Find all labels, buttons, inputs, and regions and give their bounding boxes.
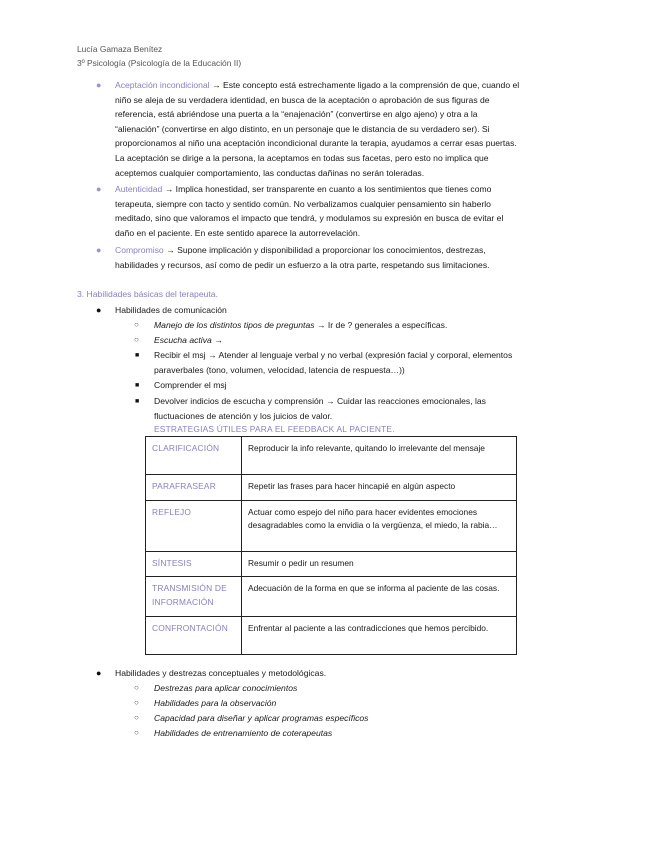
circle-item-suffix: → [211,335,223,345]
hollow-circle-icon: ○ [134,320,139,329]
square-item [135,348,584,377]
strategy-description: Resumir o pedir un resumen [242,551,517,577]
table-row [146,577,517,617]
table-title: ESTRATEGIAS ÚTILES PARA EL FEEDBACK AL PACIENTE. [154,424,395,434]
author-name: Lucía Gamaza Benítez [77,44,163,54]
course-name: 3º Psicología (Psicología de la Educación II) [77,58,242,68]
circle-item [134,696,584,711]
bullet-comunicacion [96,303,585,318]
term-autenticidad: Autenticidad [115,184,163,194]
table-row [146,551,517,577]
square-item [135,394,584,423]
item-line: La aceptación se dirige a la persona, la aceptamos en todas sus facetas, pero esto no implica que [115,152,489,163]
strategy-name: PARAFRASEAR [146,475,242,501]
bullet-label: Habilidades y destrezas conceptuales y metodológicas. [115,668,327,678]
strategy-name: TRANSMISIÓN DE INFORMACIÓN [146,577,242,617]
item-line: → Implica honestidad, ser transparente en cuanto a los sentimientos que tienes como [162,184,492,194]
circle-item [134,711,584,726]
square-bullet-icon: ■ [135,398,140,405]
circle-item-text: Habilidades para la observación [154,698,277,708]
strategy-description: Adecuación de la forma en que se informa al paciente de las cosas. [242,577,517,617]
item-autenticidad [96,182,585,240]
document-header [77,42,241,70]
table-row [146,475,517,501]
circle-item-text: Manejo de los distintos tipos de preguntas [154,320,315,330]
circle-item-suffix: → Ir de ? generales a específicas. [314,320,448,330]
strategy-description: Repetir las frases para hacer hincapié en algún aspecto [242,475,517,501]
circle-item-text: Destrezas para aplicar conocimientos [154,683,298,693]
bullet-dot-icon: ● [96,668,102,678]
item-line: referencia, está abriéndose una puerta a la “enajenación” (convertirse en algo ajeno) y otra a la [115,109,478,120]
strategy-name: SÍNTESIS [146,551,242,577]
bullet-label: Habilidades de comunicación [115,305,227,315]
item-aceptacion [96,78,585,180]
strategy-name: CONFRONTACIÓN [146,617,242,655]
circle-item-text: Habilidades de entrenamiento de coterapeutas [154,728,333,738]
item-line: → Este concepto está estrechamente ligado a la comprensión de que, cuando el [209,80,520,90]
table-row [146,500,517,551]
bullet-dot-icon: ● [96,305,102,315]
hollow-circle-icon: ○ [134,698,139,707]
item-line: terapeuta, siempre con tacto y sentido común. No verbalizamos cualquier pensamiento sin haberlo [115,198,491,209]
table-row [146,617,517,655]
strategy-description: Actuar como espejo del niño para hacer evidentes emociones desagradables como la envidia o la vergüenza, el miedo, la rabia… [242,500,517,551]
item-line: daño en el paciente. En este sentido aparece la autorrevelación. [115,227,361,238]
bullet-dot-icon: ● [96,184,102,194]
item-line: “alienación” (convertirse en algo distinto, en un personaje que le distancia de su verdadero ser). Si [115,123,490,134]
bullet-dot-icon: ● [96,80,102,90]
square-item-line: Recibir el msj → Atender al lenguaje verbal y no verbal (expresión facial y corporal, elementos [154,350,513,360]
square-item-line: Devolver indicios de escucha y comprensión → Cuidar las reacciones emocionales, las [154,396,486,406]
strategy-description: Reproducir la info relevante, quitando lo irrelevante del mensaje [242,437,517,475]
circle-item-text: Capacidad para diseñar y aplicar programas específicos [154,713,369,723]
hollow-circle-icon: ○ [134,335,139,344]
square-bullet-icon: ■ [135,352,140,359]
item-compromiso [96,243,585,272]
bullet-dot-icon: ● [96,245,102,255]
table-row [146,437,517,475]
circle-item-text: Escucha activa [154,335,212,345]
term-compromiso: Compromiso [115,245,164,255]
circle-item [134,681,584,696]
hollow-circle-icon: ○ [134,713,139,722]
term-aceptacion: Aceptación incondicional [115,80,210,90]
item-line: niño se aleja de su verdadera identidad, en busca de la aceptación o aprobación de sus figuras de [115,94,490,105]
square-bullet-icon: ■ [135,382,140,389]
strategy-name: REFLEJO [146,500,242,551]
strategy-description: Enfrentar al paciente a las contradicciones que hemos percibido. [242,617,517,655]
square-item-line: Comprender el msj [154,380,227,390]
strategy-name: CLARIFICACIÓN [146,437,242,475]
square-item-line: paraverbales (tono, volumen, velocidad, latencia de respuesta…)) [154,364,405,375]
feedback-strategies-table [145,436,517,655]
item-line: meditado, sino que valoramos el impacto que tendrá, y modulamos su expresión en busca de evitar el [115,213,504,224]
item-line: habilidades y recursos, así como de pedir un esfuerzo a la otra parte, respetando sus limitaciones. [115,259,490,270]
circle-item [134,726,584,741]
circle-item [134,333,584,348]
square-item-line: fluctuaciones de atención y los juicios de valor. [154,410,333,421]
item-line: → Supone implicación y disponibilidad a proporcionar los conocimientos, destrezas, [163,245,486,255]
hollow-circle-icon: ○ [134,683,139,692]
section-title: 3. Habilidades básicas del terapeuta. [77,289,218,299]
bullet-conceptuales [96,666,585,681]
item-line: aceptemos cualquier comportamiento, las conductas dañinas no serán toleradas. [115,167,425,178]
circle-item [134,318,584,333]
square-item [135,378,584,393]
item-line: proporcionamos al niño una aceptación incondicional durante la terapia, ayudamos a cerrar esas puertas. [115,138,517,149]
hollow-circle-icon: ○ [134,728,139,737]
